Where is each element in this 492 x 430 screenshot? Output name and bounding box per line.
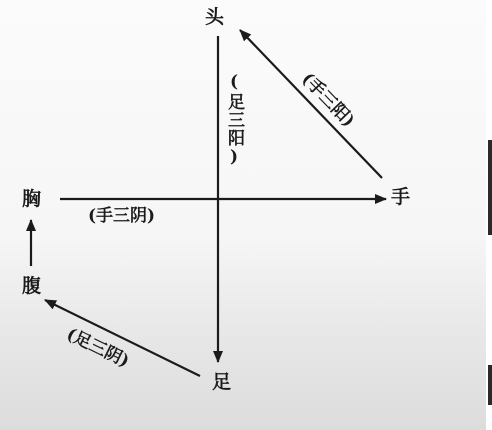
node-hand: 手 xyxy=(391,186,411,208)
node-chest: 胸 xyxy=(22,188,42,210)
right-edge-strip xyxy=(486,0,492,430)
label-hand-three-yin: (手三阴) xyxy=(88,206,156,226)
node-abdomen: 腹 xyxy=(22,275,42,297)
label-foot-three-yang: (足三阳) xyxy=(224,72,244,168)
node-head: 头 xyxy=(205,6,225,28)
arrow-hand-to-head xyxy=(240,30,382,178)
label-foot-three-yin: (足三阴) xyxy=(63,324,133,372)
label-hand-three-yang: (手三阳) xyxy=(297,69,359,132)
edge-mark-lower xyxy=(488,365,492,405)
edge-mark-upper xyxy=(488,140,492,235)
node-foot: 足 xyxy=(212,371,232,393)
